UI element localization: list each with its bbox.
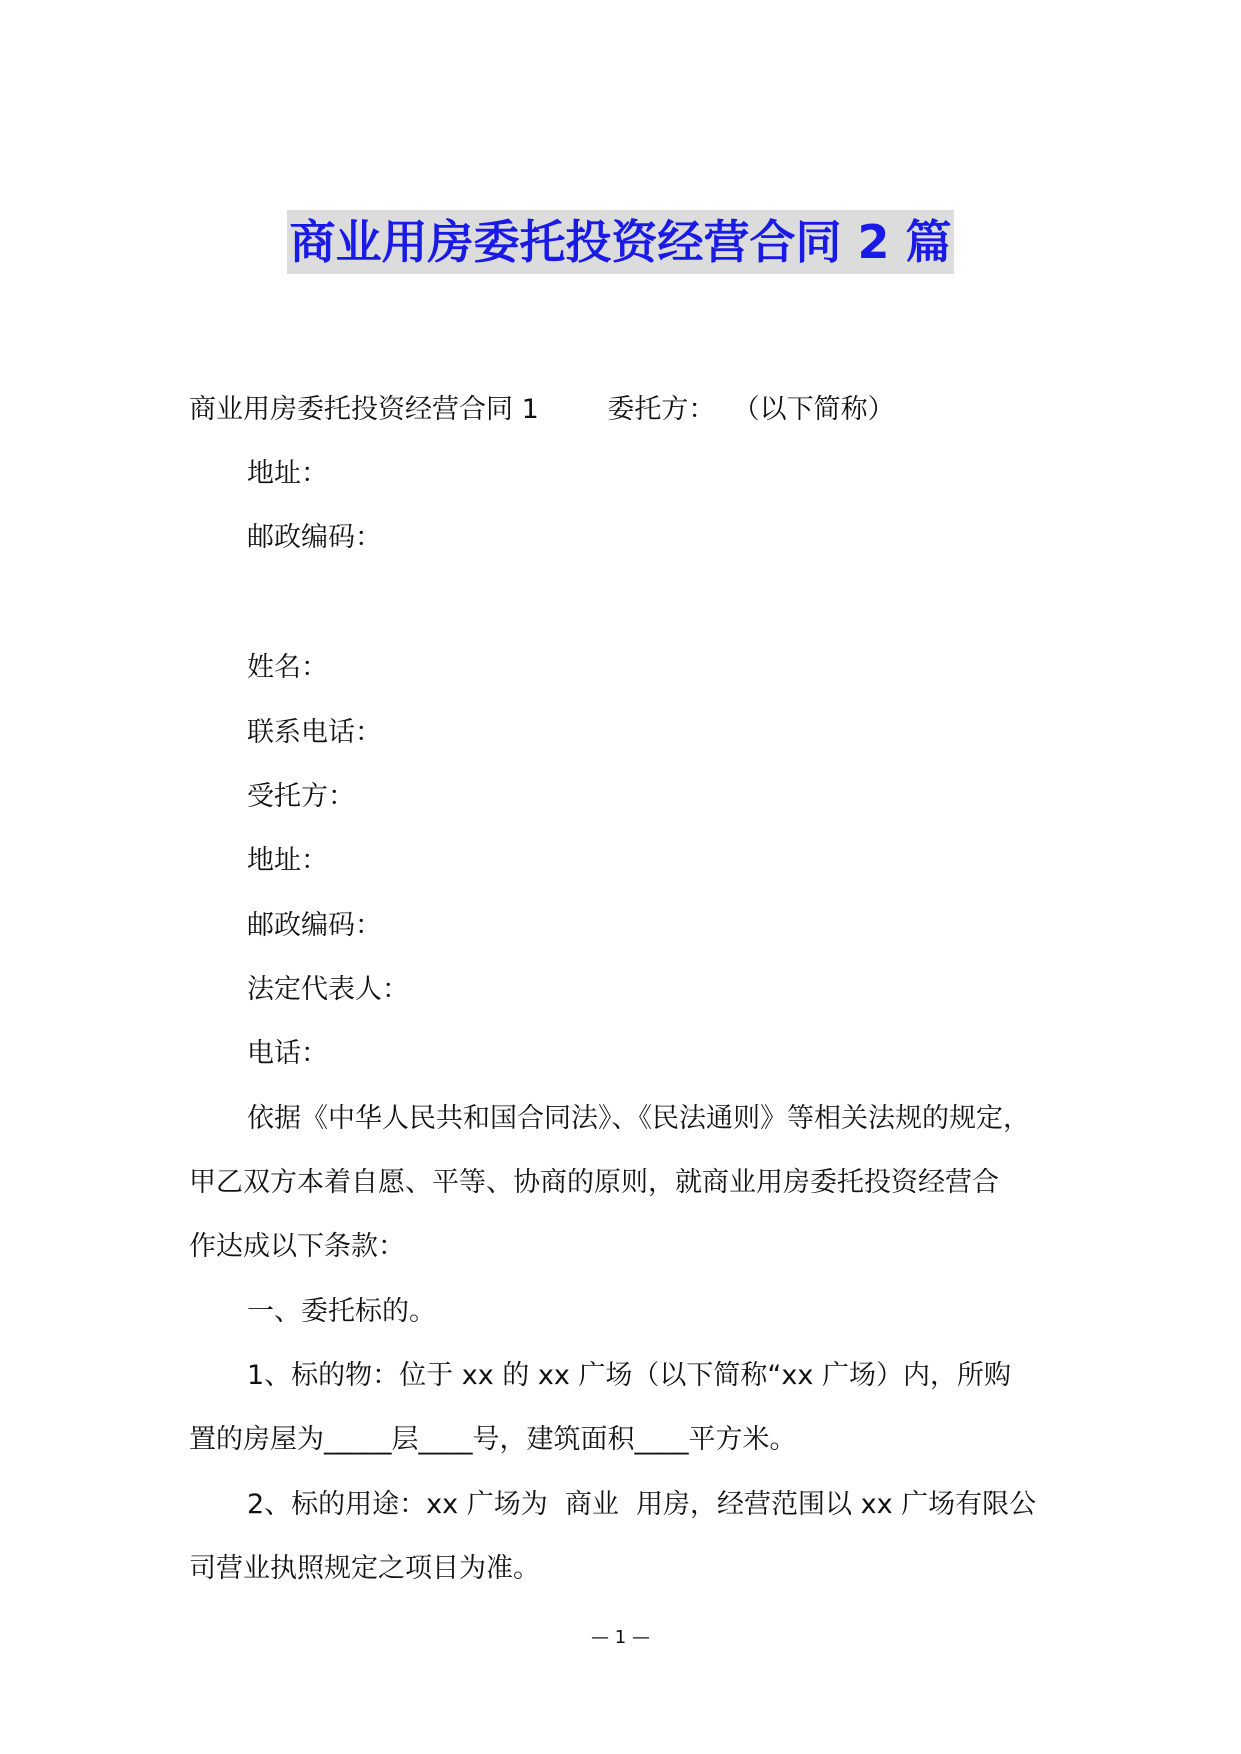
contract-heading-line: 商业用房委托投资经营合同 1 委托方： （以下简称） [189, 394, 895, 425]
page-number: — 1 — [591, 1627, 650, 1648]
trustee-postcode-label: 邮政编码： [247, 910, 382, 941]
trustee-address-label: 地址： [247, 845, 328, 876]
principal-postcode-label: 邮政编码： [247, 522, 382, 553]
clause-1-line-1: 1、标的物：位于 xx 的 xx 广场（以下简称“xx 广场）内，所购 [247, 1360, 1011, 1391]
section-1-heading: 一、委托标的。 [247, 1296, 436, 1327]
principal-phone-label: 联系电话： [247, 717, 382, 748]
principal-address-label: 地址： [247, 458, 328, 489]
preamble-line-3: 作达成以下条款： [189, 1231, 405, 1262]
clause-2-line-1: 2、标的用途：xx 广场为 商业 用房，经营范围以 xx 广场有限公 [247, 1489, 1037, 1520]
trustee-phone-label: 电话： [247, 1038, 328, 1069]
clause-1-line-2: 置的房屋为_____层____号，建筑面积____平方米。 [189, 1424, 797, 1455]
trustee-label: 受托方： [247, 781, 355, 812]
principal-name-label: 姓名： [247, 652, 328, 683]
clause-2-line-2: 司营业执照规定之项目为准。 [189, 1553, 540, 1584]
legal-representative-label: 法定代表人： [247, 974, 409, 1005]
title-container [0, 210, 1241, 274]
preamble-line-1: 依据《中华人民共和国合同法》、《民法通则》等相关法规的规定， [247, 1103, 1030, 1134]
document-title: 商业用房委托投资经营合同 2 篇 [287, 210, 953, 274]
preamble-line-2: 甲乙双方本着自愿、平等、协商的原则，就商业用房委托投资经营合 [189, 1167, 999, 1198]
